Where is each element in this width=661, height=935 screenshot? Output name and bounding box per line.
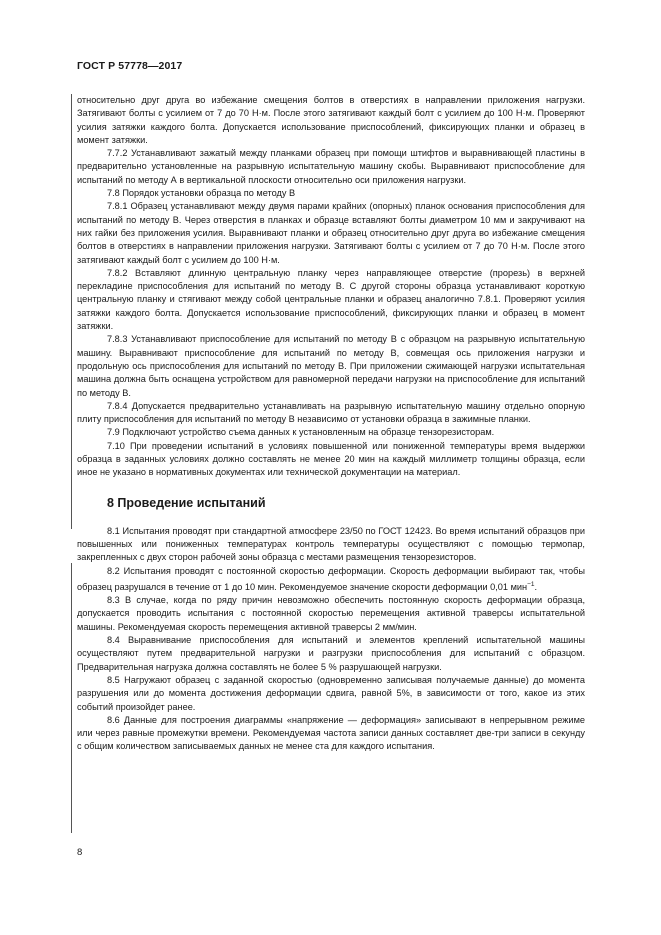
paragraph: 7.9 Подключают устройство съема данных к установленным на образце тензорезисторам.: [107, 427, 495, 438]
page-content: [77, 94, 585, 754]
paragraph: 7.8.4 Допускается предварительно устанавливать на разрывную испытательную машину отдельно опорную плиту приспособления для испытаний по методу В независимо от установки образца в зажимные планки.: [77, 400, 585, 425]
superscript: −1: [527, 580, 535, 588]
paragraph: [77, 565, 585, 595]
page-number: 8: [77, 847, 83, 858]
paragraph-end: .: [534, 581, 538, 592]
change-bar: [71, 94, 72, 529]
document-header: ГОСТ Р 57778—2017: [77, 60, 183, 72]
paragraph: 7.7.2 Устанавливают зажатый между планками образец при помощи штифтов и выравнивающей пластины в предварительно установленные на разрывную испытательную машину скобы. Выравнивают приспособление для испытаний по методу А в вертикальной плоскости относительно оси приложения нагрузки.: [77, 148, 585, 185]
paragraph: относительно друг друга во избежание смещения болтов в отверстиях в направлении приложения нагрузки. Затягивают болты с усилием от 7 до 70 Н·м. После этого затягивают каждый болт с усилием до 100 Н·м. Проверяют усилия затяжки каждого болта. Допускается использование приспособлений, фиксирующих планки и образец в момент затяжки.: [77, 95, 585, 145]
paragraph-text: 8.2 Испытания проводят с постоянной скоростью деформации. Скорость деформации выбирают так, чтобы образец разрушался в течение от 1 до 10 мин. Рекомендуемое значение скорости деформации 0,01 мин: [77, 565, 585, 592]
paragraph: 8.1 Испытания проводят при стандартной атмосфере 23/50 по ГОСТ 12423. Во время испытаний образцов при повышенных или пониженных температурах контроль температуры осуществляют с помощью термопар, закрепленных с двух сторон рабочей зоны образца с местами размещения тензорезисторов.: [77, 525, 585, 563]
paragraph: 7.8.3 Устанавливают приспособление для испытаний по методу В с образцом на разрывную испытательную машину. Выравнивают приспособление для испытаний по методу В, совмещая ось приложения нагрузки и продольную ось приспособления для испытаний по методу В. При приложении сжимающей нагрузки испытательная машина должна быть оснащена устройством для равномерной передачи нагрузки на приспособление для испытаний по методу В.: [77, 334, 585, 398]
subsection-heading: 7.8 Порядок установки образца по методу В: [107, 188, 296, 199]
paragraph: 8.4 Выравнивание приспособления для испытаний и элементов креплений испытательной машины осуществляют путем предварительной нагрузки и разгрузки приспособления для испытаний с образцом. Предварительная нагрузка должна составлять не более 5 % разрушающей нагрузки.: [77, 635, 585, 672]
paragraph: 8.5 Нагружают образец с заданной скоростью (одновременно записывая получаемые данные) до момента разрушения или до момента достижения деформации сдвига, равной 5%, в зависимости от того, какое из этих событий произойдет ранее.: [77, 674, 585, 712]
paragraph: 7.8.2 Вставляют длинную центральную планку через направляющее отверстие (прорезь) в верхней перекладине приспособления для испытаний по методу В. С другой стороны образца устанавливают короткую центральную планку и стягивают между собой центральные планки и образец аналогично 7.8.1. Проверяют усилия затяжки каждого болта. Допускается использование приспособлений, фиксирующих планки и образец в момент затяжки.: [77, 267, 585, 332]
paragraph: 8.3 В случае, когда по ряду причин невозможно обеспечить постоянную скорость деформации образца, допускается проводить испытания с постоянной скоростью перемещения активной траверсы испытательной машины. Рекомендуемая скорость перемещения активной траверсы 2 мм/мин.: [77, 595, 585, 632]
paragraph: 8.6 Данные для построения диаграммы «напряжение — деформация» записывают в непрерывном режиме или через равные промежутки времени. Рекомендуемая частота записи данных составляет две-три записи в секунду с общим количеством записываемых данных не менее ста для каждого испытания.: [77, 714, 585, 752]
paragraph: 7.8.1 Образец устанавливают между двумя парами крайних (опорных) планок основания приспособления для испытаний по методу В. Через отверстия в планках и образце вставляют болты диаметром 10 мм и закручивают на них гайки без приложения усилия. Выравнивают планки и образец относительно друг друга во избежание смещения болтов в отверстиях в направлении приложения нагрузки. Затягивают болты с усилием от 7 до 70 Н·м. После этого затягивают каждый болт с усилием до 100 Н·м.: [77, 201, 585, 265]
change-bar: [71, 563, 72, 833]
paragraph: 7.10 При проведении испытаний в условиях повышенной или пониженной температуры время выдержки образца в заданных условиях должно составлять не менее 20 мин на каждый миллиметр толщины образца, если иное не указано в нормативных документах или технической документации на материал.: [77, 440, 585, 478]
section-title: 8 Проведение испытаний: [107, 495, 266, 510]
